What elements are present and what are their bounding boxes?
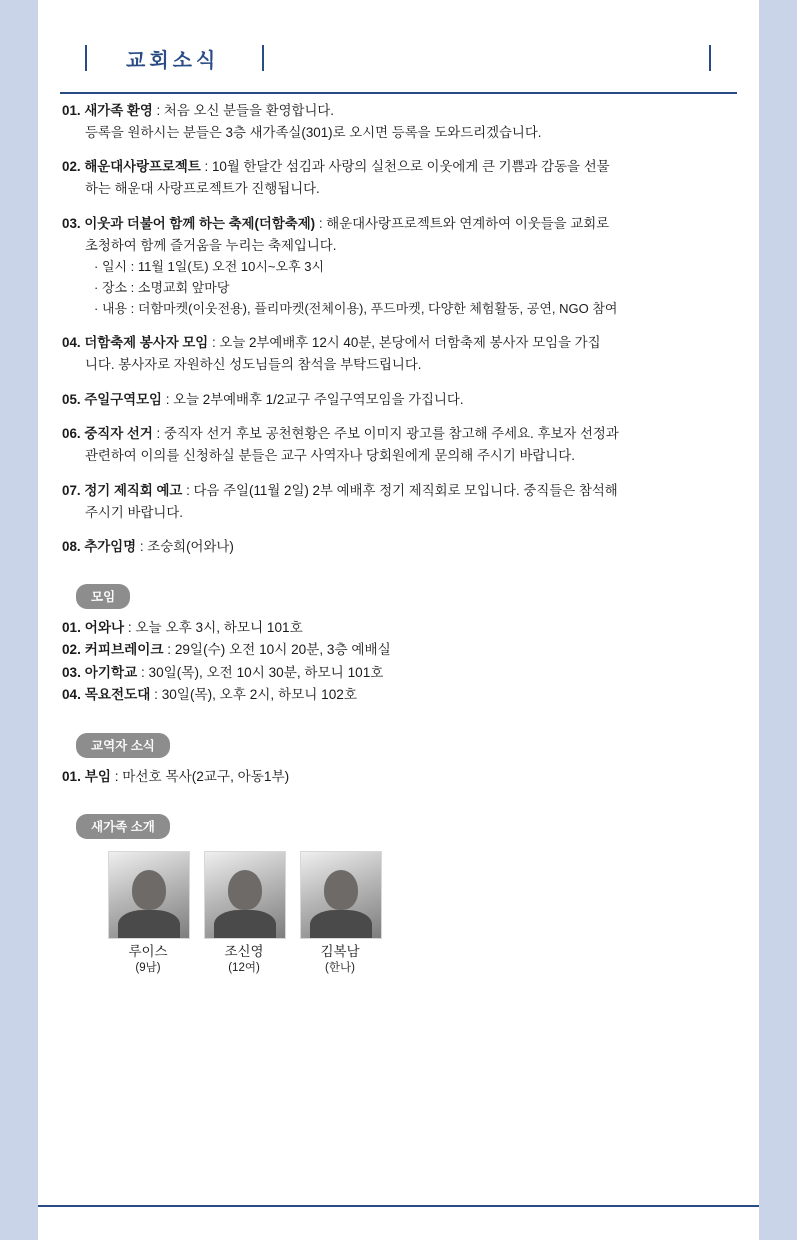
new-family-card bbox=[300, 851, 380, 975]
notice-continuation: 하는 해운대 사랑프로젝트가 진행됩니다. bbox=[85, 181, 320, 197]
staff-detail: : 마선호 목사(2교구, 아동1부) bbox=[110, 768, 290, 784]
new-family-card bbox=[108, 851, 188, 975]
notice-body: : 해운대사랑프로젝트와 연계하여 이웃들을 교회로 bbox=[315, 215, 610, 231]
notice-item bbox=[62, 480, 729, 523]
meeting-detail: : 30일(목), 오전 10시 30분, 하모니 101호 bbox=[137, 664, 384, 680]
avatar bbox=[108, 851, 190, 939]
photo-head bbox=[324, 870, 358, 910]
meeting-number: 03. bbox=[62, 664, 81, 680]
notice-body: : 다음 주일(11월 2일) 2부 예배후 정기 제직회로 모입니다. 중직들은 참석해 bbox=[182, 482, 618, 498]
new-family-sub: (12여) bbox=[228, 961, 260, 974]
notice-item bbox=[62, 100, 729, 143]
meeting-name: 목요전도대 bbox=[84, 687, 151, 703]
notice-body: : 오늘 2부예배후 1/2교구 주일구역모임을 가집니다. bbox=[161, 391, 464, 407]
photo-head bbox=[132, 870, 166, 910]
list-item bbox=[62, 662, 729, 684]
notice-continuation: 초청하여 함께 즐거움을 누리는 축제입니다. bbox=[85, 237, 337, 253]
notice-body: : 10월 한달간 섬김과 사랑의 실천으로 이웃에게 큰 기쁨과 감동을 선물 bbox=[200, 159, 610, 175]
meeting-name: 커피브레이크 bbox=[84, 642, 164, 658]
notice-heading: 정기 제직회 예고 bbox=[84, 482, 183, 498]
new-family-card bbox=[204, 851, 284, 975]
notice-heading: 이웃과 더불어 함께 하는 축제(더함축제) bbox=[84, 215, 316, 231]
list-item bbox=[62, 617, 729, 639]
section-tag-new-family: 새가족 소개 bbox=[76, 814, 170, 839]
avatar bbox=[300, 851, 382, 939]
list-item bbox=[62, 766, 729, 788]
notice-sub-line: · 내용 : 더함마켓(이웃전용), 플리마켓(전체이용), 푸드마켓, 다양한 체험활동, 공연, NGO 참여 bbox=[94, 301, 618, 317]
notice-number: 07. bbox=[62, 482, 81, 498]
notice-number: 05. bbox=[62, 391, 81, 407]
meetings-list bbox=[38, 617, 759, 707]
notice-heading: 더함축제 봉사자 모임 bbox=[84, 335, 209, 351]
notice-item bbox=[62, 536, 729, 558]
notice-continuation: 등록을 원하시는 분들은 3층 새가족실(301)로 오시면 등록을 도와드리겠습니다. bbox=[85, 124, 542, 140]
notice-item bbox=[62, 156, 729, 199]
photo-body bbox=[310, 910, 372, 939]
notice-body: : 오늘 2부예배후 12시 40분, 본당에서 더함축제 봉사자 모임을 가집 bbox=[208, 335, 601, 351]
meeting-detail: : 29일(수) 오전 10시 20분, 3층 예배실 bbox=[163, 642, 391, 658]
page-inner bbox=[38, 0, 759, 1207]
section-tag-meetings: 모임 bbox=[76, 584, 130, 609]
notice-list bbox=[38, 100, 759, 558]
new-family-sub: (한나) bbox=[325, 961, 355, 974]
photo-body bbox=[214, 910, 276, 939]
notice-body: : 처음 오신 분들을 환영합니다. bbox=[152, 103, 335, 118]
photo-body bbox=[118, 910, 180, 939]
notice-heading: 새가족 환영 bbox=[84, 103, 153, 118]
meeting-detail: : 오늘 오후 3시, 하모니 101호 bbox=[124, 619, 303, 635]
page-content bbox=[38, 100, 759, 975]
new-family-name: 조신영 bbox=[224, 944, 264, 960]
page-title: 교회소식 bbox=[126, 50, 220, 72]
staff-tag-wrap bbox=[38, 733, 759, 758]
notice-body: : 중직자 선거 후보 공천현황은 주보 이미지 광고를 참고해 주세요. 후보자 선정과 bbox=[152, 426, 619, 442]
notice-item bbox=[62, 423, 729, 466]
notice-sub-line: · 일시 : 11월 1일(토) 오전 10시~오후 3시 bbox=[94, 259, 325, 275]
meeting-number: 02. bbox=[62, 642, 81, 658]
notice-item bbox=[62, 332, 729, 375]
notice-item bbox=[62, 389, 729, 411]
notice-sub-line: · 장소 : 소명교회 앞마당 bbox=[94, 280, 230, 296]
new-family-name: 김복남 bbox=[320, 944, 360, 960]
new-family-gallery bbox=[38, 851, 759, 975]
notice-body: : 조숭희(어와나) bbox=[136, 539, 234, 555]
meeting-number: 01. bbox=[62, 619, 81, 635]
notice-heading: 해운대사랑프로젝트 bbox=[84, 159, 201, 175]
notice-continuation: 니다. 봉사자로 자원하신 성도님들의 참석을 부탁드립니다. bbox=[85, 357, 422, 373]
staff-number: 01. bbox=[62, 768, 81, 784]
staff-news-list bbox=[38, 766, 759, 788]
meeting-number: 04. bbox=[62, 687, 81, 703]
notice-number: 03. bbox=[62, 215, 81, 231]
staff-name: 부임 bbox=[84, 768, 111, 784]
notice-number: 06. bbox=[62, 426, 81, 442]
header-divider-left bbox=[85, 45, 87, 71]
notice-heading: 추가임명 bbox=[84, 539, 137, 555]
notice-continuation: 주시기 바랍니다. bbox=[85, 504, 183, 520]
meeting-name: 아기학교 bbox=[84, 664, 138, 680]
notice-continuation: 관련하여 이의를 신청하실 분들은 교구 사역자나 당회원에게 문의해 주시기 바랍니다. bbox=[85, 448, 575, 464]
notice-number: 01. bbox=[62, 103, 81, 118]
header-divider-mid bbox=[262, 45, 264, 71]
section-tag-staff-news: 교역자 소식 bbox=[76, 733, 170, 758]
list-item bbox=[62, 684, 729, 706]
page-header bbox=[38, 0, 759, 72]
list-item bbox=[62, 639, 729, 661]
notice-heading: 중직자 선거 bbox=[84, 426, 153, 442]
header-rule bbox=[60, 92, 737, 94]
new-family-sub: (9남) bbox=[135, 961, 161, 974]
new-family-tag-wrap bbox=[38, 814, 759, 839]
notice-number: 02. bbox=[62, 159, 81, 175]
notice-number: 08. bbox=[62, 539, 81, 555]
photo-head bbox=[228, 870, 262, 910]
meetings-tag-wrap bbox=[38, 584, 759, 609]
avatar bbox=[204, 851, 286, 939]
header-divider-right bbox=[709, 45, 711, 71]
notice-heading: 주일구역모임 bbox=[84, 391, 162, 407]
notice-number: 04. bbox=[62, 335, 81, 351]
notice-item bbox=[62, 213, 729, 320]
bulletin-page bbox=[38, 0, 759, 1240]
new-family-name: 루이스 bbox=[128, 944, 168, 960]
meeting-name: 어와나 bbox=[84, 619, 125, 635]
meeting-detail: : 30일(목), 오후 2시, 하모니 102호 bbox=[150, 687, 357, 703]
